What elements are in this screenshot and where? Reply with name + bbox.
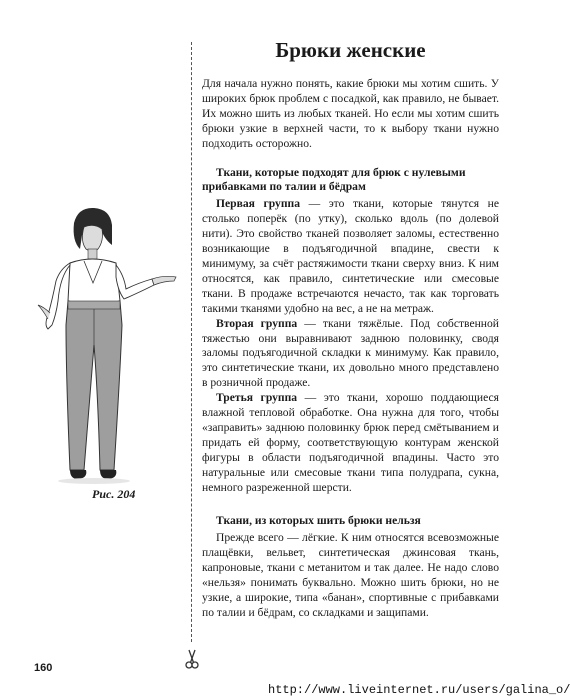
page-title: Брюки женские <box>275 38 426 62</box>
figure-caption: Рис. 204 <box>92 487 136 501</box>
scissors-icon <box>184 648 200 670</box>
paragraph-group-1 <box>202 197 499 316</box>
section-spacer <box>202 495 499 508</box>
group-2-text: — ткани тяжёлые. Под собственной тяжестью они выравнивают заднюю половинку, сводя заломы подъягодичной складки к минимуму. Как правило, это синтетические ткани, их довольно много представлено в розничной продаже. <box>202 316 499 390</box>
paragraph-group-2 <box>202 317 499 392</box>
dashed-cut-line <box>191 42 192 642</box>
paragraph-unsuitable-fabrics: Прежде всего — лёгкие. К ним относятся всевозможные плащёвки, вельвет, синтетическая джинсовая ткань, капроновые, ткани с метанитом и так далее. Не надо слово «нельзя» понимать буквально. Можно шить брюки, но не узкие, а широкие, типа «банан», спортивные с прибавками по талии и бёдрам, со складками и защипами. <box>202 531 499 619</box>
watermark-url: http://www.liveinternet.ru/users/galina_o/ <box>268 683 570 697</box>
page-number: 160 <box>34 662 53 674</box>
group-1-text: — это ткани, которые тянутся не столько поперёк (по утку), сколько вдоль (по долевой нити). Это свойство тканей позволяет заломы, естественно возникающие в подъягодичной впадине, свести к минимуму, за счёт растяжимости ткани сверху вниз. К ним относятся, как правило, синтетические или смесовые ткани. В продаже встречаются нечасто, так как торговать такими тканями удобно на вес, а не на метраж. <box>202 197 499 315</box>
section-heading-unsuitable-fabrics: Ткани, из которых шить брюки нельзя <box>216 514 421 528</box>
paragraph-group-3 <box>202 391 499 495</box>
intro-paragraph: Для начала нужно понять, какие брюки мы хотим сшить. У широких брюк проблем с посадкой, как правило, не бывает. Их можно шить из любых тканей. Но если мы хотим сшить брюки узкие в верхней части, то к выбору ткани нужно подходить осторожно. <box>202 77 499 150</box>
group-3-text: — это ткани, хорошо поддающиеся влажной тепловой обработке. Она нужна для того, чтобы «заправить» заднюю половинку брюк перед смётыванием и придать ей форму, соответствующую контурам женской фигуры в области подъягодичной впадины. Часто это натуральные или смесовые ткани типа полудрапа, сукна, немного разреженной шерсти. <box>202 391 499 494</box>
group-1-label: Первая группа <box>216 197 301 211</box>
article <box>202 38 499 621</box>
woman-in-trousers-illustration <box>34 205 180 485</box>
group-2-label: Вторая группа <box>216 316 298 330</box>
section-heading-suitable-fabrics: Ткани, которые подходят для брюк с нулевыми прибавками по талии и бёдрам <box>202 165 466 194</box>
group-3-label: Третья группа <box>216 391 298 405</box>
